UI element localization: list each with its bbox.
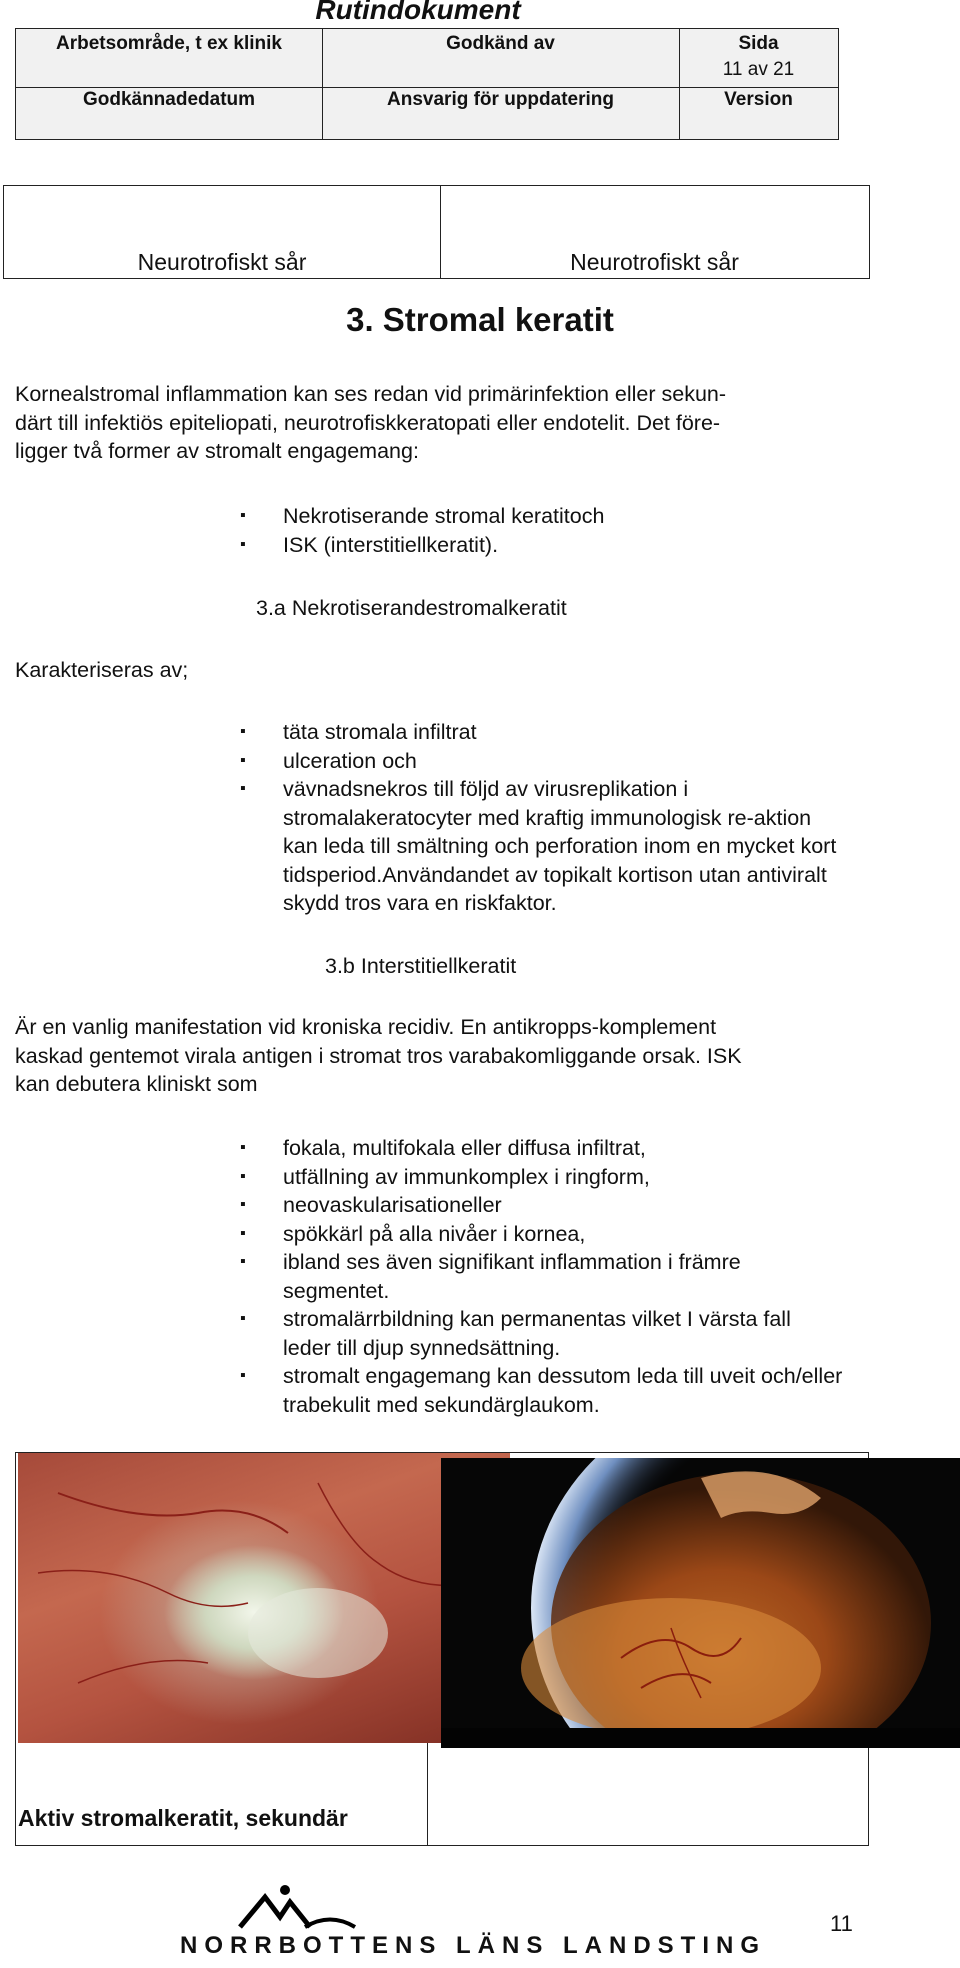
intro-paragraph [15, 380, 726, 466]
interstitial-intro [15, 1013, 742, 1099]
page-number: 11 [830, 1911, 853, 1936]
header-table [15, 28, 839, 140]
list-item: ▪ ISK (interstitiellkeratit). [283, 531, 604, 560]
list-item: ▪ spökkärl på alla nivåer i kornea, [283, 1220, 843, 1249]
list-item: ▪ stromalärrbildning kan permanentas vilket I värsta fall leder till djup synnedsättning. [283, 1305, 843, 1362]
list-item: ▪ ulceration och [283, 747, 843, 776]
intro-line: Kornealstromal inflammation kan ses redan vid primärinfektion eller sekun- [15, 382, 727, 406]
keratitis-photo-left [18, 1453, 510, 1743]
header-area-label: Arbetsområde, t ex klinik [56, 33, 282, 54]
list-item: ▪ ibland ses även signifikant inflammation i främre segmentet. [283, 1248, 843, 1305]
image-label-right: Neurotrofiskt sår [570, 249, 739, 275]
intro-line: därt till infektiös epiteliopati, neurotrofiskkeratopati eller endotelit. Det före- [15, 410, 721, 435]
photo-table [15, 1452, 869, 1846]
document-title: Rutindokument [315, 0, 521, 25]
subsection-a-heading: 3.a Nekrotiserandestromalkeratit [256, 596, 567, 620]
characterized-by-label: Karakteriseras av; [15, 658, 189, 682]
photo-caption: Aktiv stromalkeratit, sekundär [18, 1805, 348, 1831]
list-item: ▪ fokala, multifokala eller diffusa infiltrat, [283, 1134, 843, 1163]
landsting-logo [180, 1882, 380, 1937]
list-item: ▪ neovaskularisationeller [283, 1191, 843, 1220]
header-approval-date-label: Godkännadedatum [82, 89, 256, 110]
keratitis-photo-right [441, 1458, 960, 1748]
list-item: ▪ Nekrotiserande stromal keratitoch [283, 502, 604, 531]
header-page-label: Sida [738, 33, 779, 54]
section-heading: 3. Stromal keratit [346, 301, 614, 338]
interstitial-features-list [283, 1134, 843, 1419]
intro-line: kan debutera kliniskt som [15, 1072, 258, 1096]
list-item: ▪ stromalt engagemang kan dessutom leda till uveit och/eller trabekulit med sekundärglaukom. [283, 1362, 843, 1419]
subsection-b-heading: 3.b Interstitiellkeratit [325, 954, 517, 978]
list-item: ▪ vävnadsnekros till följd av virusreplikation i stromalakeratocyter med kraftig immunologisk re-aktion kan leda till smältning och perforation inom en mycket kort tidsperiod.Användandet av topikalt kortison utan antiviralt skydd tros vara en riskfaktor. [283, 775, 843, 918]
header-page-info: 11 av 21 [722, 59, 795, 80]
intro-line: kaskad gentemot virala antigen i stromat tros varabakomliggande orsak. ISK [15, 1043, 742, 1068]
image-label-left: Neurotrofiskt sår [137, 249, 307, 275]
header-responsible-label: Ansvarig för uppdatering [387, 89, 614, 110]
header-version-label: Version [724, 89, 793, 110]
intro-line: ligger två former av stromalt engagemang: [15, 439, 419, 463]
stromal-forms-list [283, 502, 604, 559]
organization-name: NORRBOTTENS LÄNS LANDSTING [180, 1932, 766, 1959]
list-item: ▪ täta stromala infiltrat [283, 718, 843, 747]
list-item: ▪ utfällning av immunkomplex i ringform, [283, 1163, 843, 1192]
intro-line: Är en vanlig manifestation vid kroniska recidiv. En antikropps-komplement [15, 1015, 717, 1039]
image-label-table [3, 185, 870, 279]
necrotizing-features-list [283, 718, 843, 918]
header-approved-by-label: Godkänd av [446, 33, 555, 54]
